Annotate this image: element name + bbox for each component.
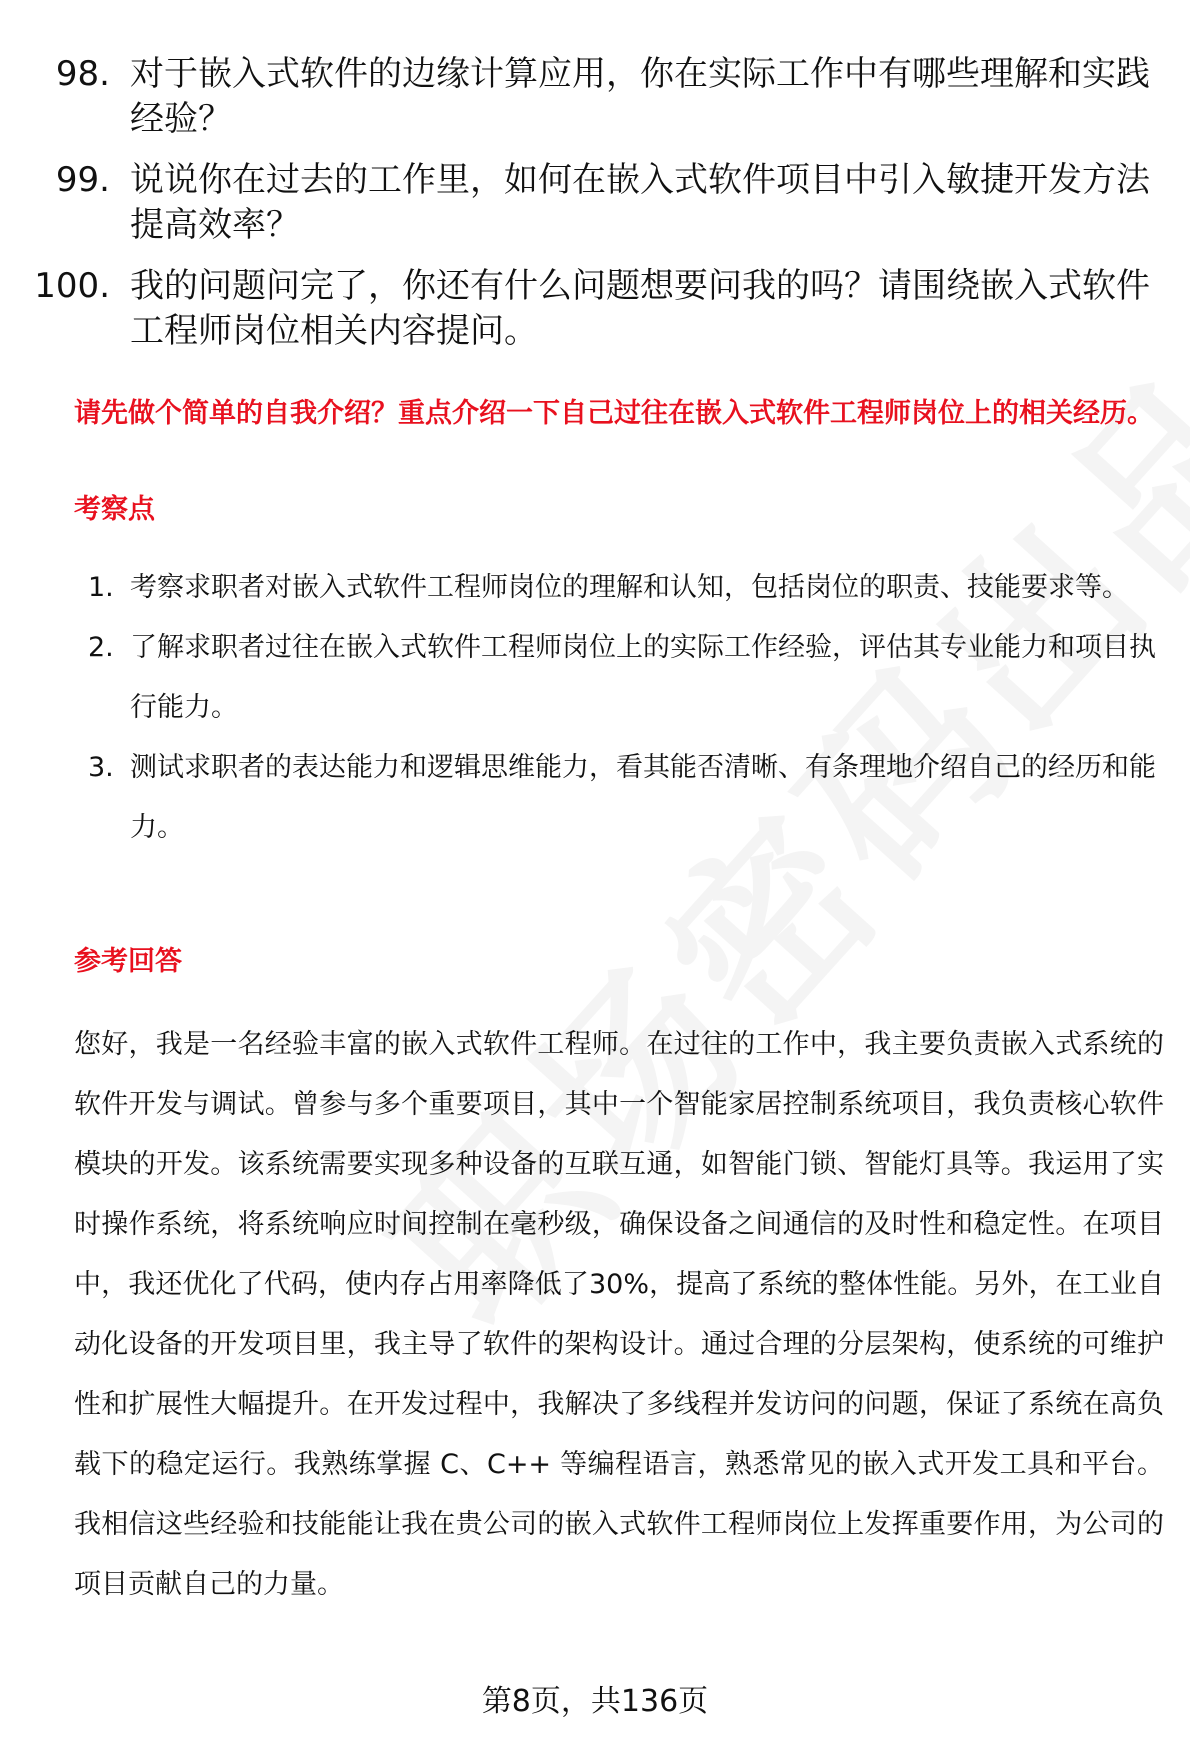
question-text: 我的问题问完了，你还有什么问题想要问我的吗？请围绕嵌入式软件工程师岗位相关内容提问。 xyxy=(130,266,1150,351)
interview-question-heading: 请先做个简单的自我介绍？重点介绍一下自己过往在嵌入式软件工程师岗位上的相关经历。 xyxy=(74,398,1154,429)
check-point-text: 测试求职者的表达能力和逻辑思维能力，看其能否清晰、有条理地介绍自己的经历和能力。 xyxy=(130,752,1156,843)
reference-answer-title: 参考回答 xyxy=(74,946,182,977)
question-item xyxy=(0,158,1190,248)
question-item xyxy=(0,52,1190,142)
question-list xyxy=(0,52,1190,370)
check-point-item xyxy=(74,558,1164,618)
check-point-number: 2. xyxy=(88,632,114,663)
check-point-text: 考察求职者对嵌入式软件工程师岗位的理解和认知，包括岗位的职责、技能要求等。 xyxy=(130,572,1129,603)
check-point-item xyxy=(74,618,1164,738)
question-number: 99. xyxy=(55,160,110,200)
check-point-item xyxy=(74,738,1164,858)
check-points-list xyxy=(74,558,1164,858)
question-number: 98. xyxy=(55,54,110,94)
check-point-number: 1. xyxy=(88,572,114,603)
page-footer: 第8页，共136页 xyxy=(481,1684,709,1719)
reference-answer-text: 您好，我是一名经验丰富的嵌入式软件工程师。在过往的工作中，我主要负责嵌入式系统的软件开发与调试。曾参与多个重要项目，其中一个智能家居控制系统项目，我负责核心软件模块的开发。该系统需要实现多种设备的互联互通，如智能门锁、智能灯具等。我运用了实时操作系统，将系统响应时间控制在毫秒级，确保设备之间通信的及时性和稳定性。在项目中，我还优化了代码，使内存占用率降低了30%，提高了系统的整体性能。另外，在工业自动化设备的开发项目里，我主导了软件的架构设计。通过合理的分层架构，使系统的可维护性和扩展性大幅提升。在开发过程中，我解决了多线程并发访问的问题，保证了系统在高负载下的稳定运行。我熟练掌握 C、C++ 等编程语言，熟悉常见的嵌入式开发工具和平台。我相信这些经验和技能能让我在贵公司的嵌入式软件工程师岗位上发挥重要作用，为公司的项目贡献自己的力量。 xyxy=(74,1029,1164,1600)
check-points-title: 考察点 xyxy=(74,494,155,525)
question-number: 100. xyxy=(34,266,110,306)
question-item xyxy=(0,264,1190,354)
check-point-number: 3. xyxy=(88,752,114,783)
question-text: 说说你在过去的工作里，如何在嵌入式软件项目中引入敏捷开发方法提高效率？ xyxy=(130,160,1150,245)
question-text: 对于嵌入式软件的边缘计算应用，你在实际工作中有哪些理解和实践经验？ xyxy=(130,54,1150,139)
check-point-text: 了解求职者过往在嵌入式软件工程师岗位上的实际工作经验，评估其专业能力和项目执行能力。 xyxy=(130,632,1156,723)
